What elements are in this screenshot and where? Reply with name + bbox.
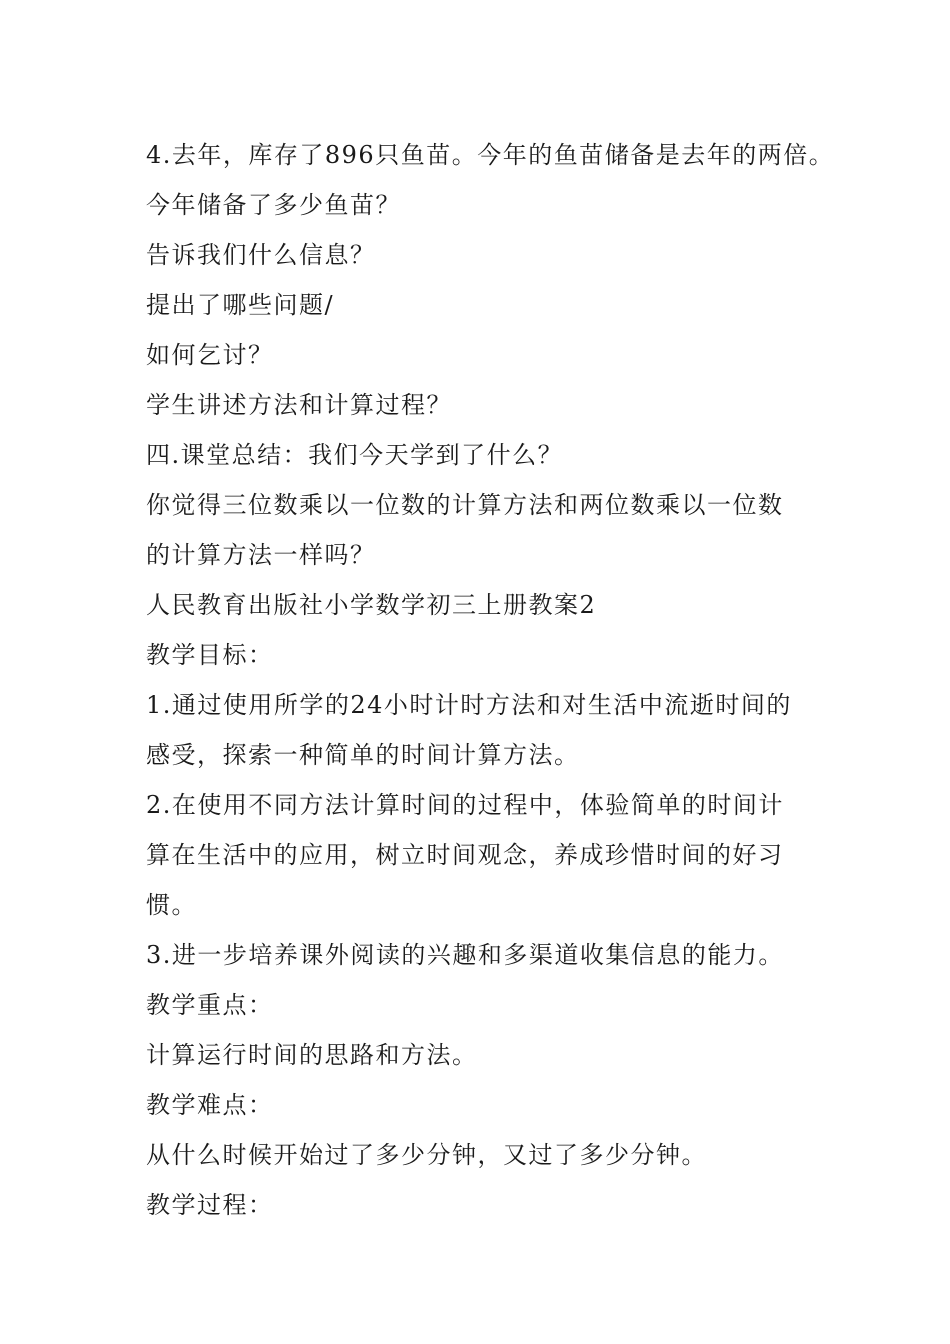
document-body [146, 130, 846, 1230]
text-line: 你觉得三位数乘以一位数的计算方法和两位数乘以一位数 [146, 491, 784, 519]
section-heading: 四.课堂总结：我们今天学到了什么？ [146, 441, 564, 469]
section-heading: 教学重点： [146, 991, 274, 1019]
text-line: 2.在使用不同方法计算时间的过程中，体验简单的时间计 [146, 791, 784, 819]
section-heading: 教学难点： [146, 1091, 274, 1119]
text-line: 1.通过使用所学的24小时计时方法和对生活中流逝时间的 [146, 691, 792, 719]
text-line: 的计算方法一样吗？ [146, 541, 376, 569]
text-line: 学生讲述方法和计算过程？ [146, 391, 452, 419]
text-line: 告诉我们什么信息？ [146, 241, 376, 269]
section-heading: 教学目标： [146, 641, 274, 669]
text-line: 3.进一步培养课外阅读的兴趣和多渠道收集信息的能力。 [146, 941, 784, 969]
text-line: 感受，探索一种简单的时间计算方法。 [146, 741, 580, 769]
text-line: 今年储备了多少鱼苗？ [146, 191, 401, 219]
text-line: 提出了哪些问题/ [146, 291, 335, 319]
text-line: 如何乞讨？ [146, 341, 274, 369]
section-heading: 教学过程： [146, 1191, 274, 1219]
document-title: 人民教育出版社小学数学初三上册教案2 [146, 591, 597, 619]
text-line: 计算运行时间的思路和方法。 [146, 1041, 478, 1069]
text-line: 算在生活中的应用，树立时间观念，养成珍惜时间的好习 [146, 841, 784, 869]
text-line: 4.去年，库存了896只鱼苗。今年的鱼苗储备是去年的两倍。 [146, 141, 835, 169]
text-line: 从什么时候开始过了多少分钟，又过了多少分钟。 [146, 1141, 707, 1169]
text-line: 惯。 [146, 891, 197, 919]
